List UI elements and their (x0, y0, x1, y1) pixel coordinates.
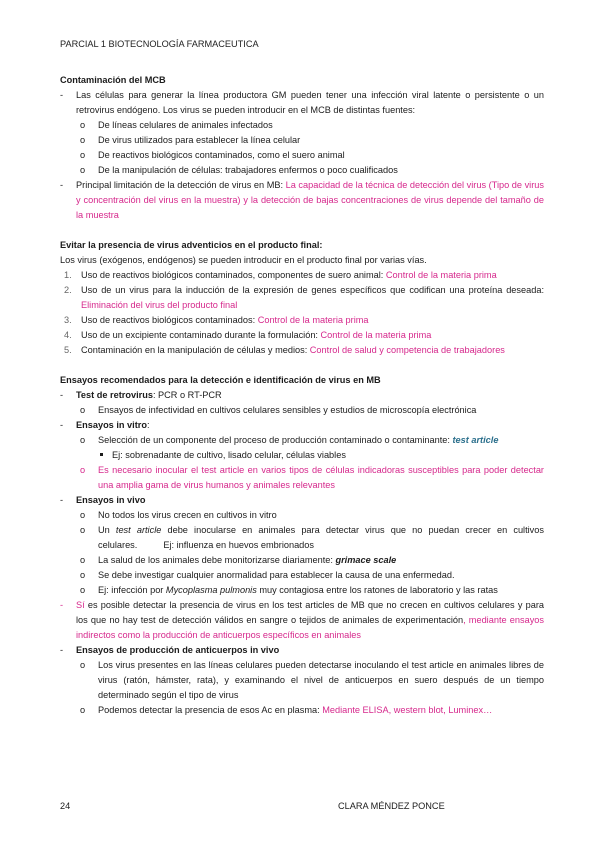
bullet-item: - Ensayos in vitro: (60, 418, 544, 433)
page-header: PARCIAL 1 BIOTECNOLOGÍA FARMACEUTICA (60, 39, 259, 49)
sub-bullet: o De reactivos biológicos contaminados, como el suero animal (60, 148, 544, 163)
sub-bullet: o Selección de un componente del proceso de producción contaminado o contaminante: test article (60, 433, 544, 448)
sub-bullet: o Ej: infección por Mycoplasma pulmonis muy contagiosa entre los ratones de laboratorio y las ratas (60, 583, 544, 598)
page-number: 24 (60, 801, 71, 811)
numbered-item: 5. Contaminación en la manipulación de células y medios: Control de salud y competencia de trabajadores (60, 343, 544, 358)
dash-bullet: - (60, 90, 64, 100)
dash-bullet: - (60, 390, 64, 400)
sub-bullet: o No todos los virus crecen en cultivos in vitro (60, 508, 544, 523)
circle-bullet-icon: o (80, 585, 86, 595)
circle-bullet-icon: o (80, 510, 86, 520)
highlight-answer: Mediante ELISA, western blot, Luminex… (322, 705, 493, 715)
highlight-term: test article (452, 435, 499, 445)
section-intro: Los virus (exógenos, endógenos) se pueden introducir en el producto final por varias vías. (60, 255, 427, 265)
sub-bullet: o De virus utilizados para establecer la línea celular (60, 133, 544, 148)
sub-bullet: o De líneas celulares de animales infectados (60, 118, 544, 133)
circle-bullet-icon: o (80, 120, 86, 130)
item-number: 2. (64, 285, 72, 295)
circle-bullet-icon: o (80, 525, 86, 535)
dash-bullet: - (60, 420, 64, 430)
bullet-item: - Test de retrovirus: PCR o RT-PCR (60, 388, 544, 403)
highlight-answer: Control de la materia prima (320, 330, 432, 340)
highlight-answer: Control de la materia prima (385, 270, 497, 280)
document-body (60, 73, 544, 718)
highlight-answer: Control de salud y competencia de trabajadores (309, 345, 505, 355)
sub-bullet: o Ensayos de infectividad en cultivos celulares sensibles y estudios de microscopía electrónica (60, 403, 544, 418)
square-bullet-icon (100, 453, 103, 456)
sub-bullet: o Un test article debe inocularse en animales para detectar virus que no puedan crecer en cultivos celulares. Ej: influenza en huevos embrionados (80, 525, 544, 550)
bullet-item: - Ensayos in vivo (60, 493, 544, 508)
bullet-item: - Ensayos de producción de anticuerpos in vivo (60, 643, 544, 658)
circle-bullet-icon: o (80, 150, 86, 160)
sub-bullet: o Se debe investigar cualquier anormalidad para establecer la causa de una enfermedad. (60, 568, 544, 583)
circle-bullet-icon: o (80, 555, 86, 565)
numbered-item: 2. Uso de un virus para la inducción de la expresión de genes específicos que codifican una proteína deseada: Eliminación del virus del producto final (64, 285, 544, 310)
dash-bullet: - (60, 180, 64, 190)
sub-bullet: o Los virus presentes en las líneas celulares pueden detectarse inoculando el test article en animales libres de virus (ratón, hámster, rata), y examinando el nivel de anticuerpos en suero después de un tiempo determinado según el tipo de virus (80, 660, 544, 700)
sub-bullet: o Podemos detectar la presencia de esos Ac en plasma: Mediante ELISA, western blot, Luminex… (60, 703, 544, 718)
item-number: 3. (64, 315, 72, 325)
item-number: 5. (64, 345, 72, 355)
section-title-virus: Evitar la presencia de virus adventicios en el producto final: (60, 240, 323, 250)
highlight-answer: La capacidad de la técnica de detección del virus (Tipo de virus y concentración del virus en la muestra) y la detección de bajas concentraciones de virus depende del tamaño de la muestra (76, 180, 544, 220)
highlight-answer: Eliminación del virus del producto final (81, 300, 238, 310)
circle-bullet-icon: o (80, 705, 86, 715)
dash-bullet: - (60, 495, 64, 505)
bullet-item: - Las células para generar la línea productora GM pueden tener una infección viral latente o persistente o un retrovirus endógeno. Los virus se pueden introducir en el MCB de distintas fuentes: (60, 90, 544, 115)
dash-bullet: - (60, 600, 64, 610)
numbered-item: 3. Uso de reactivos biológicos contaminados: Control de la materia prima (60, 313, 544, 328)
circle-bullet-icon: o (80, 660, 86, 670)
circle-bullet-icon: o (80, 570, 86, 580)
highlight-answer: , mediante ensayos indirectos como la producción de anticuerpos específicos en animales (76, 615, 544, 640)
section-title-ensayos: Ensayos recomendados para la detección e identificación de virus en MB (60, 375, 381, 385)
footer-author: CLARA MÉNDEZ PONCE (338, 801, 445, 811)
numbered-item: 1. Uso de reactivos biológicos contaminados, componentes de suero animal: Control de la materia prima (60, 268, 544, 283)
circle-bullet-icon: o (80, 405, 86, 415)
circle-bullet-icon: o (80, 135, 86, 145)
sub-bullet: o La salud de los animales debe monitorizarse diariamente: grimace scale (60, 553, 544, 568)
bullet-item: - Principal limitación de la detección de virus en MB: La capacidad de la técnica de detección del virus (Tipo de virus y concentración del virus en la muestra) y la detección de bajas concentraciones de virus depende del tamaño de la muestra (60, 180, 544, 220)
item-number: 4. (64, 330, 72, 340)
section-title-mcb: Contaminación del MCB (60, 75, 166, 85)
circle-bullet-icon: o (80, 165, 86, 175)
bullet-item: - Sí es posible detectar la presencia de virus en los test articles de MB que no crecen en cultivos celulares y para los que no hay test de detección válidos en sangre o tejidos de animales de experimentación, mediante ensayos indirectos como la producción de anticuerpos específicos en animales (60, 600, 544, 640)
sub-bullet: o De la manipulación de células: trabajadores enfermos o poco cualificados (60, 163, 544, 178)
circle-bullet-icon: o (80, 435, 86, 445)
square-sub-bullet: Ej: sobrenadante de cultivo, lisado celular, células viables (60, 448, 544, 463)
numbered-item: 4. Uso de un excipiente contaminado durante la formulación: Control de la materia prima (60, 328, 544, 343)
sub-bullet: o Es necesario inocular el test article en varios tipos de células indicadoras susceptibles para poder detectar una amplia gama de virus humanos y animales relevantes (80, 465, 544, 490)
circle-bullet-icon: o (80, 465, 86, 475)
dash-bullet: - (60, 645, 64, 655)
highlight-answer: Control de la materia prima (257, 315, 369, 325)
item-number: 1. (64, 270, 72, 280)
